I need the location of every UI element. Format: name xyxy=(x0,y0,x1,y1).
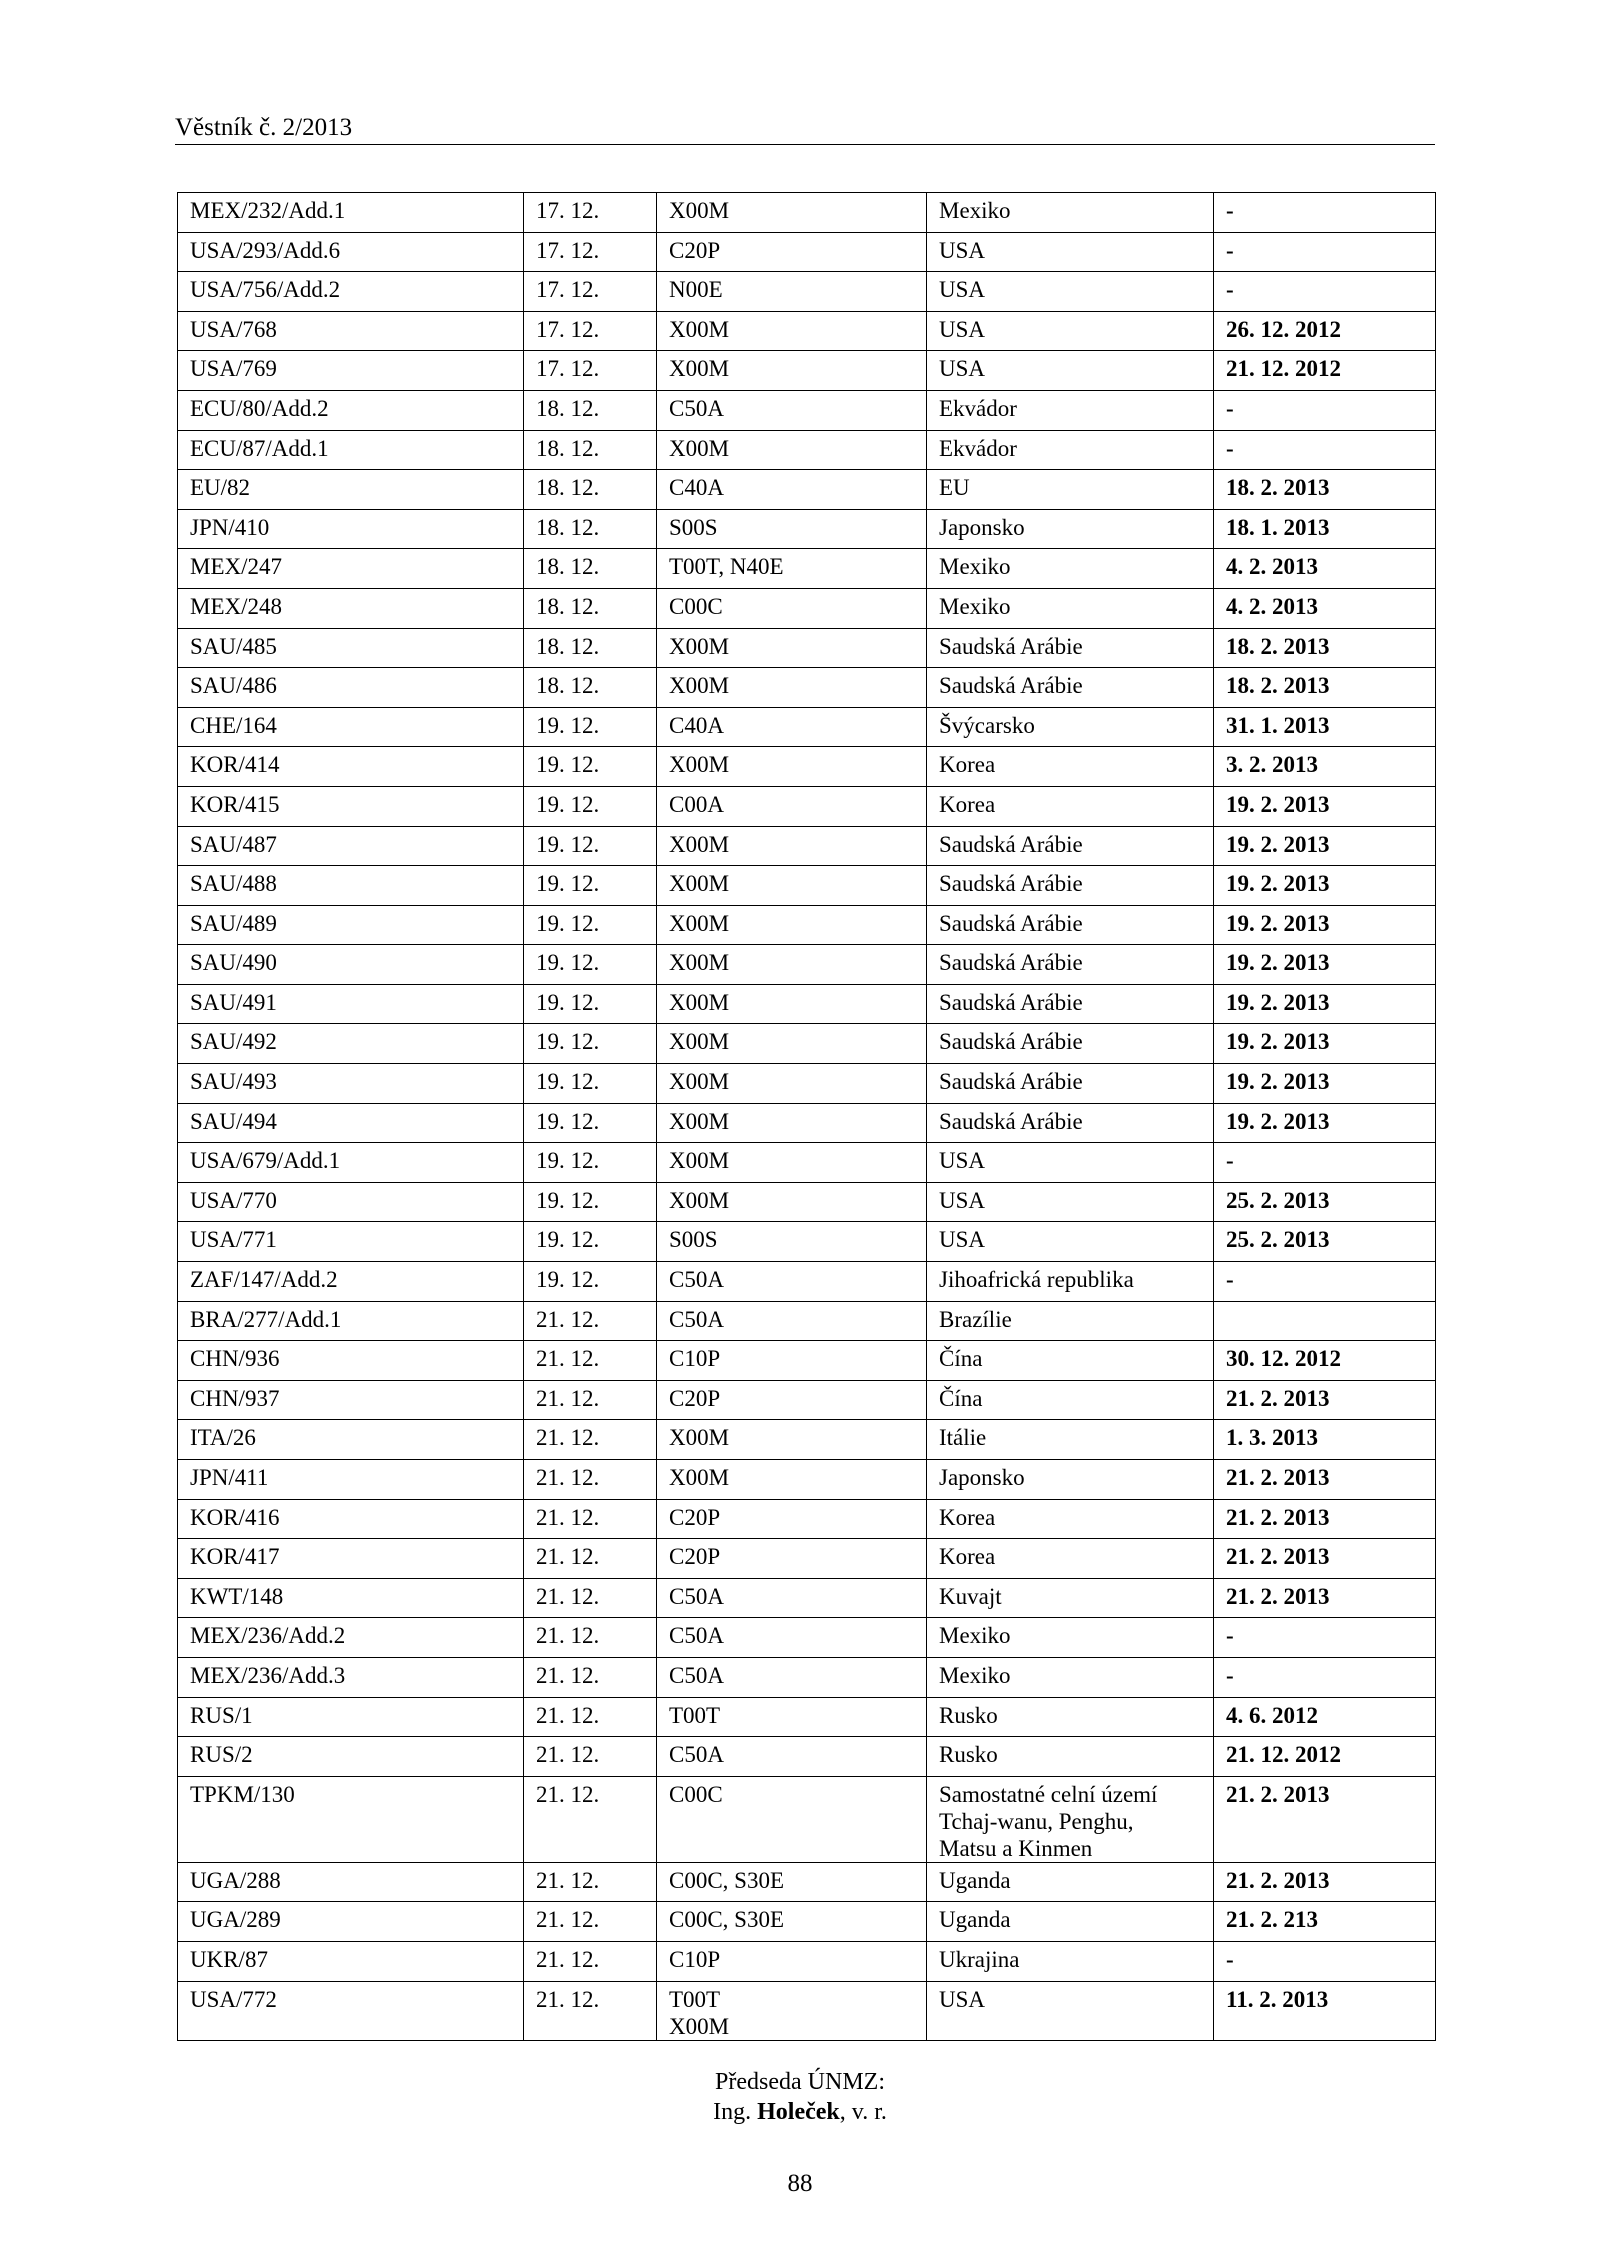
deadline-date-cell: - xyxy=(1214,390,1436,430)
country-cell: Švýcarsko xyxy=(927,707,1214,747)
table-row xyxy=(178,193,1436,233)
notification-date-cell: 21. 12. xyxy=(524,1380,657,1420)
code-cell: C20P xyxy=(657,1380,927,1420)
notification-date-cell: 18. 12. xyxy=(524,470,657,510)
code-cell: X00M xyxy=(657,1460,927,1500)
document-symbol-cell: ZAF/147/Add.2 xyxy=(178,1262,524,1302)
code-cell: C50A xyxy=(657,1301,927,1341)
table-row xyxy=(178,628,1436,668)
deadline-date-cell: - xyxy=(1214,1143,1436,1183)
table-row xyxy=(178,1380,1436,1420)
deadline-date-cell: 19. 2. 2013 xyxy=(1214,1103,1436,1143)
notification-date-cell: 19. 12. xyxy=(524,786,657,826)
deadline-date-cell: 21. 2. 2013 xyxy=(1214,1460,1436,1500)
deadline-date-cell: 19. 2. 2013 xyxy=(1214,945,1436,985)
notification-date-cell: 19. 12. xyxy=(524,747,657,787)
code-cell: X00M xyxy=(657,747,927,787)
code-cell: C00C, S30E xyxy=(657,1862,927,1902)
code-cell: X00M xyxy=(657,1024,927,1064)
country-cell: USA xyxy=(927,272,1214,312)
document-symbol-cell: KOR/417 xyxy=(178,1539,524,1579)
code-cell: C50A xyxy=(657,1618,927,1658)
document-symbol-cell: JPN/410 xyxy=(178,509,524,549)
table-body xyxy=(178,193,1436,2041)
deadline-date-cell: 21. 2. 2013 xyxy=(1214,1499,1436,1539)
document-symbol-cell: CHN/936 xyxy=(178,1341,524,1381)
table-row xyxy=(178,826,1436,866)
table-row xyxy=(178,786,1436,826)
document-symbol-cell: ECU/80/Add.2 xyxy=(178,390,524,430)
table-row xyxy=(178,866,1436,906)
country-cell: Čína xyxy=(927,1380,1214,1420)
deadline-date-cell: 4. 6. 2012 xyxy=(1214,1697,1436,1737)
document-symbol-cell: BRA/277/Add.1 xyxy=(178,1301,524,1341)
country-cell: EU xyxy=(927,470,1214,510)
country-cell: Saudská Arábie xyxy=(927,1064,1214,1104)
country-cell: USA xyxy=(927,1182,1214,1222)
table-row xyxy=(178,390,1436,430)
notification-date-cell: 18. 12. xyxy=(524,430,657,470)
document-symbol-cell: USA/772 xyxy=(178,1981,524,2040)
table-row xyxy=(178,668,1436,708)
table-row xyxy=(178,1578,1436,1618)
code-cell: X00M xyxy=(657,1182,927,1222)
deadline-date-cell: - xyxy=(1214,430,1436,470)
notification-date-cell: 19. 12. xyxy=(524,1024,657,1064)
deadline-date-cell: 25. 2. 2013 xyxy=(1214,1222,1436,1262)
notification-date-cell: 19. 12. xyxy=(524,707,657,747)
country-cell: Saudská Arábie xyxy=(927,984,1214,1024)
notification-date-cell: 19. 12. xyxy=(524,984,657,1024)
document-symbol-cell: UGA/288 xyxy=(178,1862,524,1902)
country-cell: Rusko xyxy=(927,1697,1214,1737)
table-row xyxy=(178,351,1436,391)
country-cell: Saudská Arábie xyxy=(927,628,1214,668)
document-symbol-cell: KOR/415 xyxy=(178,786,524,826)
deadline-date-cell: 30. 12. 2012 xyxy=(1214,1341,1436,1381)
table-row xyxy=(178,430,1436,470)
country-cell: Kuvajt xyxy=(927,1578,1214,1618)
country-cell: Mexiko xyxy=(927,588,1214,628)
table-row xyxy=(178,509,1436,549)
deadline-date-cell: 21. 12. 2012 xyxy=(1214,1737,1436,1777)
document-symbol-cell: USA/293/Add.6 xyxy=(178,232,524,272)
notification-date-cell: 21. 12. xyxy=(524,1941,657,1981)
deadline-date-cell: 1. 3. 2013 xyxy=(1214,1420,1436,1460)
document-symbol-cell: CHE/164 xyxy=(178,707,524,747)
country-cell: Uganda xyxy=(927,1862,1214,1902)
table-row xyxy=(178,1737,1436,1777)
document-symbol-cell: MEX/248 xyxy=(178,588,524,628)
deadline-date-cell: 21. 2. 213 xyxy=(1214,1902,1436,1942)
table-row xyxy=(178,1222,1436,1262)
table-row xyxy=(178,1460,1436,1500)
table-row xyxy=(178,747,1436,787)
country-cell: Mexiko xyxy=(927,193,1214,233)
deadline-date-cell: 19. 2. 2013 xyxy=(1214,866,1436,906)
document-symbol-cell: UGA/289 xyxy=(178,1902,524,1942)
code-cell: C20P xyxy=(657,232,927,272)
code-cell: X00M xyxy=(657,984,927,1024)
document-symbol-cell: USA/769 xyxy=(178,351,524,391)
deadline-date-cell: 19. 2. 2013 xyxy=(1214,1064,1436,1104)
country-cell: Itálie xyxy=(927,1420,1214,1460)
notification-date-cell: 17. 12. xyxy=(524,272,657,312)
deadline-date-cell: - xyxy=(1214,1657,1436,1697)
code-cell: C40A xyxy=(657,707,927,747)
signature-title: Předseda ÚNMZ: xyxy=(715,2069,885,2095)
table-row xyxy=(178,1143,1436,1183)
document-symbol-cell: SAU/491 xyxy=(178,984,524,1024)
deadline-date-cell: 3. 2. 2013 xyxy=(1214,747,1436,787)
country-cell: USA xyxy=(927,351,1214,391)
table-row xyxy=(178,311,1436,351)
country-cell: Saudská Arábie xyxy=(927,905,1214,945)
document-symbol-cell: KOR/416 xyxy=(178,1499,524,1539)
document-symbol-cell: ITA/26 xyxy=(178,1420,524,1460)
signature-surname: Holeček xyxy=(757,2099,840,2125)
deadline-date-cell: 18. 2. 2013 xyxy=(1214,668,1436,708)
deadline-date-cell: 21. 2. 2013 xyxy=(1214,1578,1436,1618)
country-cell: Mexiko xyxy=(927,1618,1214,1658)
code-cell: C50A xyxy=(657,1578,927,1618)
table-row xyxy=(178,1301,1436,1341)
notification-date-cell: 21. 12. xyxy=(524,1460,657,1500)
country-cell: Ekvádor xyxy=(927,390,1214,430)
document-symbol-cell: SAU/489 xyxy=(178,905,524,945)
code-cell: X00M xyxy=(657,311,927,351)
country-cell: Rusko xyxy=(927,1737,1214,1777)
signature-name-suffix: , v. r. xyxy=(839,2099,887,2125)
deadline-date-cell: - xyxy=(1214,232,1436,272)
deadline-date-cell: - xyxy=(1214,272,1436,312)
code-cell: S00S xyxy=(657,1222,927,1262)
table-row xyxy=(178,1341,1436,1381)
notification-date-cell: 18. 12. xyxy=(524,668,657,708)
document-symbol-cell: KWT/148 xyxy=(178,1578,524,1618)
table-row xyxy=(178,1182,1436,1222)
code-cell: C50A xyxy=(657,1737,927,1777)
table-row xyxy=(178,707,1436,747)
deadline-date-cell: 21. 2. 2013 xyxy=(1214,1862,1436,1902)
table-row xyxy=(178,272,1436,312)
code-cell: C00C xyxy=(657,588,927,628)
code-cell: C50A xyxy=(657,1262,927,1302)
country-cell: Mexiko xyxy=(927,1657,1214,1697)
code-cell: C00C, S30E xyxy=(657,1902,927,1942)
deadline-date-cell: 18. 2. 2013 xyxy=(1214,470,1436,510)
notification-date-cell: 19. 12. xyxy=(524,945,657,985)
page-header xyxy=(175,112,1435,145)
notification-date-cell: 18. 12. xyxy=(524,390,657,430)
country-cell: Japonsko xyxy=(927,1460,1214,1500)
notification-date-cell: 21. 12. xyxy=(524,1902,657,1942)
table-row xyxy=(178,905,1436,945)
code-cell: X00M xyxy=(657,905,927,945)
country-cell: Korea xyxy=(927,747,1214,787)
deadline-date-cell: 21. 2. 2013 xyxy=(1214,1380,1436,1420)
table-row xyxy=(178,1420,1436,1460)
country-cell: Uganda xyxy=(927,1902,1214,1942)
code-cell: X00M xyxy=(657,1103,927,1143)
code-cell: C10P xyxy=(657,1941,927,1981)
deadline-date-cell: 21. 12. 2012 xyxy=(1214,351,1436,391)
deadline-date-cell: 26. 12. 2012 xyxy=(1214,311,1436,351)
code-cell: N00E xyxy=(657,272,927,312)
document-symbol-cell: CHN/937 xyxy=(178,1380,524,1420)
code-cell: X00M xyxy=(657,1064,927,1104)
notification-date-cell: 21. 12. xyxy=(524,1737,657,1777)
code-cell: C40A xyxy=(657,470,927,510)
deadline-date-cell: 31. 1. 2013 xyxy=(1214,707,1436,747)
notification-date-cell: 21. 12. xyxy=(524,1301,657,1341)
document-symbol-cell: USA/679/Add.1 xyxy=(178,1143,524,1183)
deadline-date-cell: - xyxy=(1214,1618,1436,1658)
document-symbol-cell: USA/771 xyxy=(178,1222,524,1262)
document-symbol-cell: ECU/87/Add.1 xyxy=(178,430,524,470)
country-cell: Korea xyxy=(927,786,1214,826)
code-cell: C20P xyxy=(657,1539,927,1579)
table-row xyxy=(178,1024,1436,1064)
code-cell: X00M xyxy=(657,351,927,391)
country-cell: Jihoafrická republika xyxy=(927,1262,1214,1302)
deadline-date-cell: 21. 2. 2013 xyxy=(1214,1539,1436,1579)
notification-date-cell: 19. 12. xyxy=(524,905,657,945)
document-symbol-cell: MEX/232/Add.1 xyxy=(178,193,524,233)
country-cell: Saudská Arábie xyxy=(927,945,1214,985)
deadline-date-cell: 19. 2. 2013 xyxy=(1214,1024,1436,1064)
deadline-date-cell: 18. 1. 2013 xyxy=(1214,509,1436,549)
country-cell: USA xyxy=(927,311,1214,351)
country-cell: Saudská Arábie xyxy=(927,668,1214,708)
country-cell: Mexiko xyxy=(927,549,1214,589)
document-symbol-cell: KOR/414 xyxy=(178,747,524,787)
country-cell: Saudská Arábie xyxy=(927,1024,1214,1064)
document-symbol-cell: SAU/490 xyxy=(178,945,524,985)
deadline-date-cell: - xyxy=(1214,193,1436,233)
deadline-date-cell: 18. 2. 2013 xyxy=(1214,628,1436,668)
deadline-date-cell: - xyxy=(1214,1262,1436,1302)
document-symbol-cell: USA/768 xyxy=(178,311,524,351)
code-cell: T00T, N40E xyxy=(657,549,927,589)
code-cell: S00S xyxy=(657,509,927,549)
notification-date-cell: 19. 12. xyxy=(524,1222,657,1262)
notification-date-cell: 21. 12. xyxy=(524,1578,657,1618)
signature-name-prefix: Ing. xyxy=(713,2099,758,2125)
table-row xyxy=(178,945,1436,985)
table-row xyxy=(178,1539,1436,1579)
notification-date-cell: 21. 12. xyxy=(524,1618,657,1658)
code-cell: X00M xyxy=(657,1143,927,1183)
country-cell: Korea xyxy=(927,1499,1214,1539)
deadline-date-cell xyxy=(1214,1301,1436,1341)
table-row xyxy=(178,1776,1436,1862)
document-symbol-cell: SAU/488 xyxy=(178,866,524,906)
notification-date-cell: 21. 12. xyxy=(524,1539,657,1579)
document-symbol-cell: SAU/492 xyxy=(178,1024,524,1064)
notification-date-cell: 18. 12. xyxy=(524,628,657,668)
country-cell: Saudská Arábie xyxy=(927,1103,1214,1143)
notification-date-cell: 21. 12. xyxy=(524,1862,657,1902)
country-cell: USA xyxy=(927,1222,1214,1262)
code-cell: X00M xyxy=(657,1420,927,1460)
signature-name xyxy=(0,2097,1600,2127)
code-cell: X00M xyxy=(657,668,927,708)
document-symbol-cell: SAU/486 xyxy=(178,668,524,708)
notification-date-cell: 19. 12. xyxy=(524,1262,657,1302)
document-symbol-cell: RUS/2 xyxy=(178,1737,524,1777)
table-row xyxy=(178,1262,1436,1302)
country-cell: Saudská Arábie xyxy=(927,866,1214,906)
notification-date-cell: 18. 12. xyxy=(524,509,657,549)
deadline-date-cell: 19. 2. 2013 xyxy=(1214,905,1436,945)
table-row xyxy=(178,1103,1436,1143)
document-symbol-cell: USA/756/Add.2 xyxy=(178,272,524,312)
document-symbol-cell: EU/82 xyxy=(178,470,524,510)
table-row xyxy=(178,1862,1436,1902)
notification-table xyxy=(177,192,1436,2041)
table-row xyxy=(178,549,1436,589)
notification-date-cell: 18. 12. xyxy=(524,549,657,589)
document-symbol-cell: RUS/1 xyxy=(178,1697,524,1737)
code-cell: T00T xyxy=(657,1697,927,1737)
deadline-date-cell: 19. 2. 2013 xyxy=(1214,826,1436,866)
code-cell: X00M xyxy=(657,430,927,470)
deadline-date-cell: 4. 2. 2013 xyxy=(1214,588,1436,628)
code-cell: C50A xyxy=(657,390,927,430)
document-symbol-cell: JPN/411 xyxy=(178,1460,524,1500)
notification-date-cell: 17. 12. xyxy=(524,232,657,272)
document-symbol-cell: MEX/247 xyxy=(178,549,524,589)
code-cell: X00M xyxy=(657,826,927,866)
notification-date-cell: 19. 12. xyxy=(524,1103,657,1143)
document-symbol-cell: SAU/494 xyxy=(178,1103,524,1143)
table-row xyxy=(178,232,1436,272)
notification-date-cell: 18. 12. xyxy=(524,588,657,628)
deadline-date-cell: 19. 2. 2013 xyxy=(1214,984,1436,1024)
table-row xyxy=(178,1657,1436,1697)
document-symbol-cell: SAU/493 xyxy=(178,1064,524,1104)
notification-date-cell: 19. 12. xyxy=(524,826,657,866)
document-symbol-cell: TPKM/130 xyxy=(178,1776,524,1862)
country-cell: USA xyxy=(927,1143,1214,1183)
deadline-date-cell: 11. 2. 2013 xyxy=(1214,1981,1436,2040)
table-row xyxy=(178,470,1436,510)
country-cell: Saudská Arábie xyxy=(927,826,1214,866)
notification-date-cell: 21. 12. xyxy=(524,1981,657,2040)
country-cell: Japonsko xyxy=(927,509,1214,549)
notification-date-cell: 19. 12. xyxy=(524,1064,657,1104)
code-cell: C10P xyxy=(657,1341,927,1381)
notification-date-cell: 21. 12. xyxy=(524,1499,657,1539)
document-symbol-cell: SAU/485 xyxy=(178,628,524,668)
code-cell: C20P xyxy=(657,1499,927,1539)
country-cell: Korea xyxy=(927,1539,1214,1579)
table-row xyxy=(178,1941,1436,1981)
publication-title: Věstník č. 2/2013 xyxy=(175,114,353,141)
table-row xyxy=(178,1499,1436,1539)
page-number: 88 xyxy=(787,2170,813,2197)
notification-date-cell: 21. 12. xyxy=(524,1697,657,1737)
deadline-date-cell: 25. 2. 2013 xyxy=(1214,1182,1436,1222)
code-cell: X00M xyxy=(657,628,927,668)
document-symbol-cell: SAU/487 xyxy=(178,826,524,866)
table-row xyxy=(178,1902,1436,1942)
document-symbol-cell: USA/770 xyxy=(178,1182,524,1222)
table-row xyxy=(178,1697,1436,1737)
notification-date-cell: 17. 12. xyxy=(524,193,657,233)
country-cell: Brazílie xyxy=(927,1301,1214,1341)
code-cell: X00M xyxy=(657,193,927,233)
document-symbol-cell: MEX/236/Add.3 xyxy=(178,1657,524,1697)
code-cell: C50A xyxy=(657,1657,927,1697)
country-cell: Ekvádor xyxy=(927,430,1214,470)
notification-date-cell: 19. 12. xyxy=(524,1182,657,1222)
notification-date-cell: 19. 12. xyxy=(524,1143,657,1183)
deadline-date-cell: 21. 2. 2013 xyxy=(1214,1776,1436,1862)
notification-date-cell: 21. 12. xyxy=(524,1776,657,1862)
table-row xyxy=(178,1064,1436,1104)
country-cell: Čína xyxy=(927,1341,1214,1381)
notification-date-cell: 21. 12. xyxy=(524,1341,657,1381)
code-cell: C00A xyxy=(657,786,927,826)
notification-date-cell: 17. 12. xyxy=(524,311,657,351)
country-cell: Ukrajina xyxy=(927,1941,1214,1981)
notification-date-cell: 19. 12. xyxy=(524,866,657,906)
table-row xyxy=(178,588,1436,628)
deadline-date-cell: - xyxy=(1214,1941,1436,1981)
notification-date-cell: 21. 12. xyxy=(524,1657,657,1697)
country-cell: USA xyxy=(927,232,1214,272)
country-cell: Samostatné celní území Tchaj-wanu, Penghu, Matsu a Kinmen xyxy=(927,1776,1214,1862)
code-cell: X00M xyxy=(657,945,927,985)
table-row xyxy=(178,984,1436,1024)
deadline-date-cell: 4. 2. 2013 xyxy=(1214,549,1436,589)
deadline-date-cell: 19. 2. 2013 xyxy=(1214,786,1436,826)
notification-date-cell: 21. 12. xyxy=(524,1420,657,1460)
country-cell: USA xyxy=(927,1981,1214,2040)
table-row xyxy=(178,1981,1436,2040)
code-cell: T00T X00M xyxy=(657,1981,927,2040)
code-cell: C00C xyxy=(657,1776,927,1862)
notification-date-cell: 17. 12. xyxy=(524,351,657,391)
document-symbol-cell: MEX/236/Add.2 xyxy=(178,1618,524,1658)
document-symbol-cell: UKR/87 xyxy=(178,1941,524,1981)
code-cell: X00M xyxy=(657,866,927,906)
table-row xyxy=(178,1618,1436,1658)
